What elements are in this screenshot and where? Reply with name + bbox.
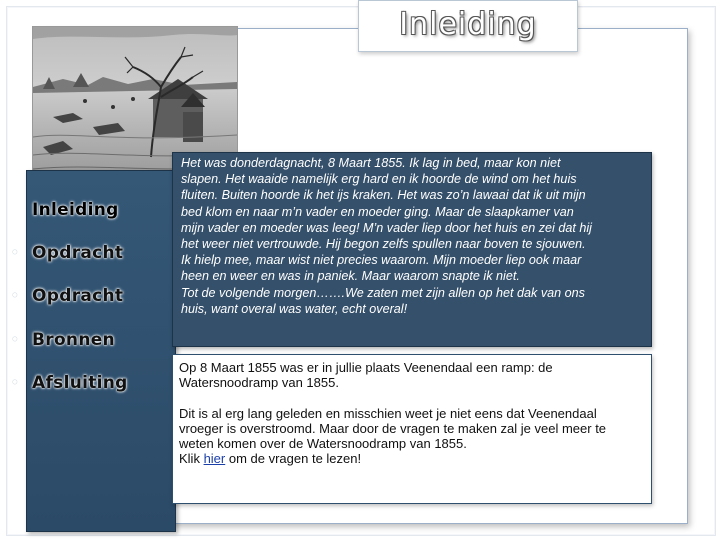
- intro-line: Op 8 Maart 1855 was er in jullie plaats Veenendaal een ramp: de: [179, 360, 553, 375]
- nav-item-label: Opdracht: [32, 243, 124, 263]
- nav-item-inleiding[interactable]: [8, 200, 168, 224]
- nav-item-opdracht-2[interactable]: [8, 286, 168, 310]
- nav-item-label: Opdracht: [32, 286, 124, 306]
- intro-box: [172, 354, 652, 504]
- slide-title: Inleiding: [399, 7, 537, 42]
- intro-line: Watersnoodramp van 1855.: [179, 375, 339, 390]
- story-line: bed klom en naar m’n vader en moeder ging. Maar de slaapkamer van: [181, 204, 574, 219]
- story-line: Het was donderdagnacht, 8 Maart 1855. Ik lag in bed, maar kon niet: [181, 156, 561, 170]
- title-box: [358, 0, 578, 52]
- link-prefix: Klik: [179, 451, 204, 466]
- intro-text: [179, 360, 645, 466]
- story-line: fluiten. Buiten hoorde ik het ijs kraken. Het was zo’n lawaai dat ik uit mijn: [181, 188, 586, 203]
- nav-item-afsluiting[interactable]: [8, 373, 168, 397]
- nav-item-label: Afsluiting: [32, 373, 128, 393]
- story-text: [181, 155, 643, 317]
- story-line: mijn vader en moeder was leeg! M’n vader liep door het huis en zei dat hij: [181, 220, 592, 235]
- intro-line-link: [179, 451, 645, 466]
- bullet-icon: ◦: [10, 375, 20, 391]
- nav-item-bronnen[interactable]: [8, 330, 168, 354]
- story-line: het weer niet vertrouwde. Hij begon zelfs spullen naar boven te sjouwen.: [181, 237, 586, 252]
- link-suffix: om de vragen te lezen!: [225, 451, 362, 466]
- bullet-icon: ◦: [10, 332, 20, 348]
- story-line: slapen. Het waaide namelijk erg hard en ik hoorde de wind om het huis: [181, 172, 577, 187]
- intro-line: weten komen over de Watersnoodramp van 1855.: [179, 436, 467, 451]
- nav-item-opdracht[interactable]: [8, 243, 168, 267]
- story-line: Ik hielp mee, maar wist niet precies waarom. Mijn moeder liep ook maar: [181, 253, 582, 268]
- story-box: [172, 152, 652, 347]
- story-line: Tot de volgende morgen…….We zaten met zijn allen op het dak van ons: [181, 285, 585, 300]
- intro-line: Dit is al erg lang geleden en misschien weet je niet eens dat Veenendaal: [179, 406, 597, 421]
- nav-item-label: Bronnen: [32, 330, 115, 350]
- bullet-icon: ●: [8, 202, 22, 218]
- story-line: heen en weer en was in paniek. Maar waarom snapte ik niet.: [181, 269, 520, 284]
- nav-item-label: Inleiding: [32, 200, 119, 220]
- story-line: huis, want overal was water, echt overal!: [181, 301, 408, 316]
- bullet-icon: ◦: [10, 288, 20, 304]
- questions-link[interactable]: hier: [203, 451, 226, 466]
- intro-line: vroeger is overstroomd. Maar door de vragen te maken zal je veel meer te: [179, 421, 607, 436]
- bullet-icon: ◦: [10, 245, 20, 261]
